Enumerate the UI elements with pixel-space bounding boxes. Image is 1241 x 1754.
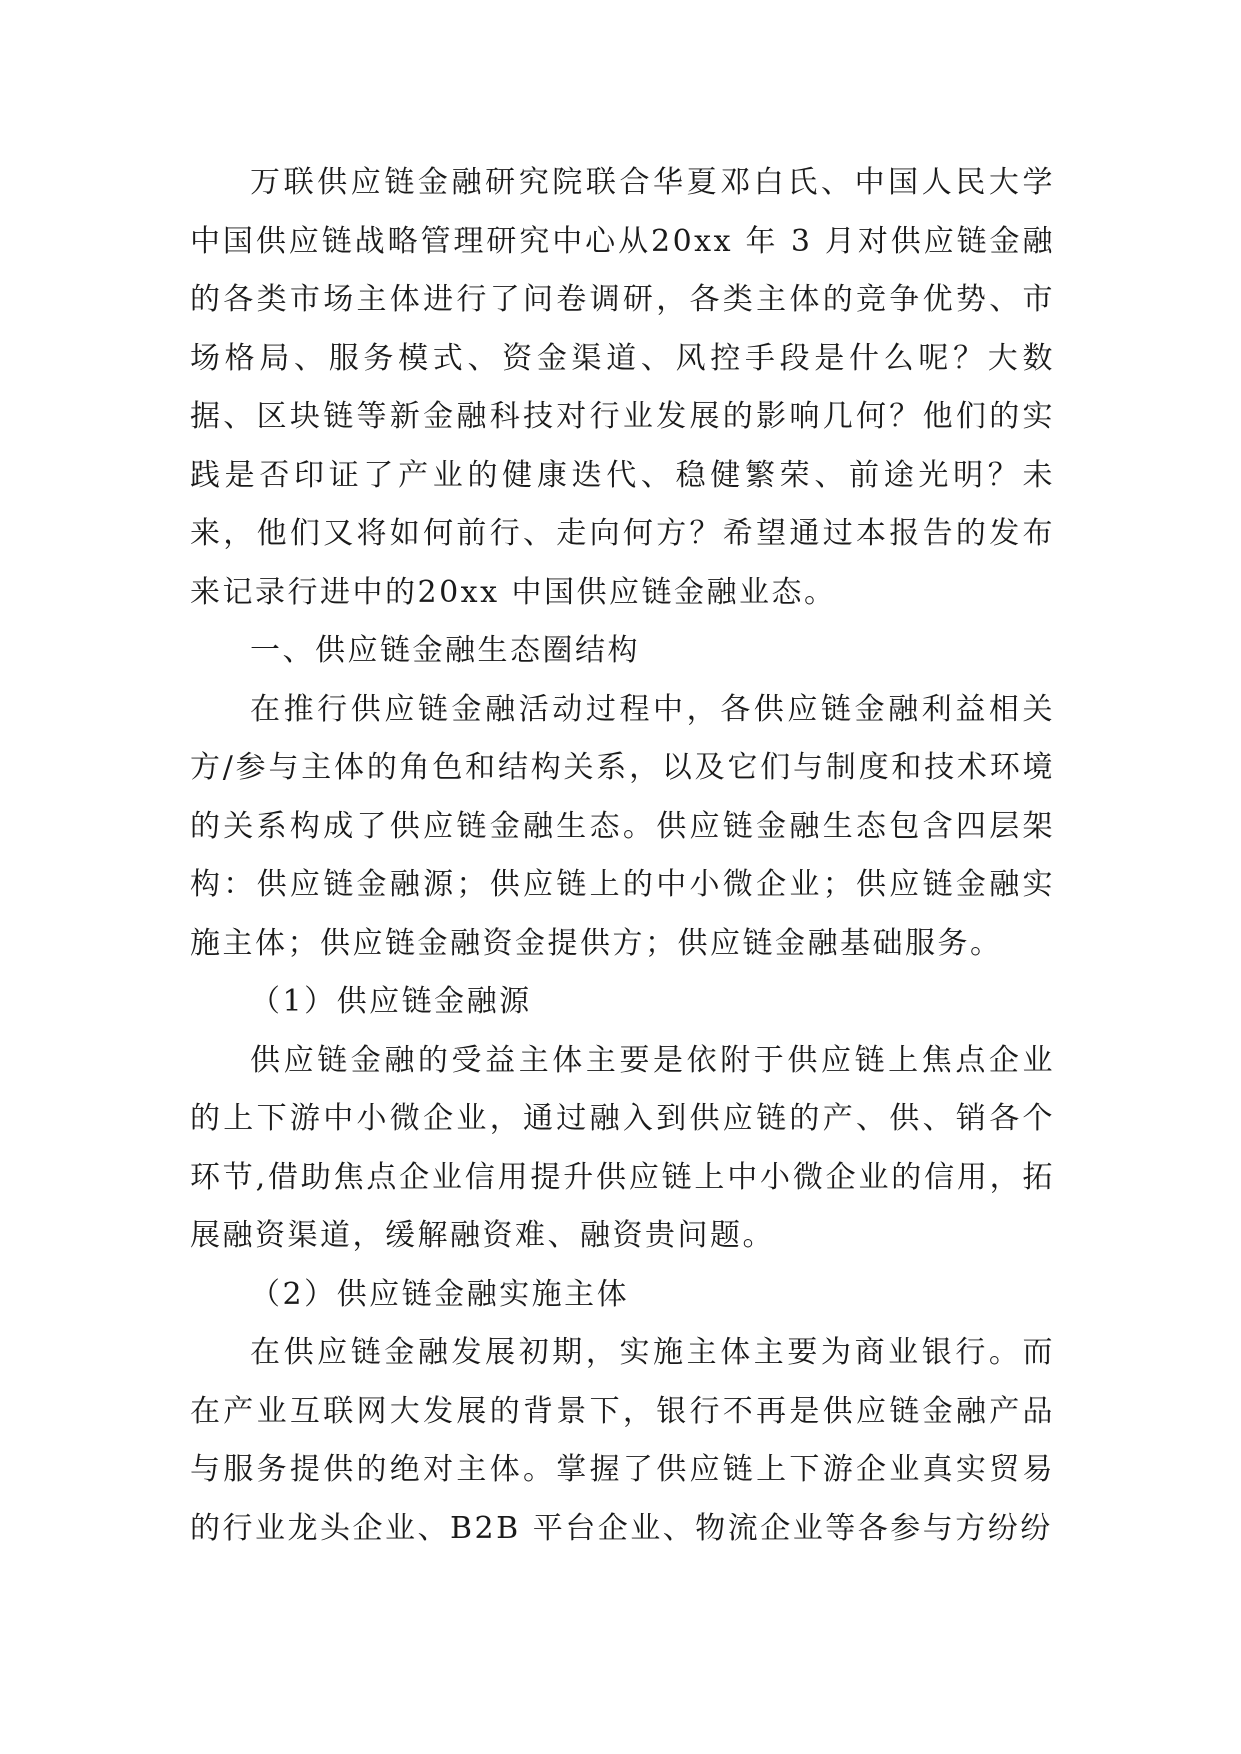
finance-source-paragraph: 供应链金融的受益主体主要是依附于供应链上焦点企业的上下游中小微企业，通过融入到供应链的产、供、销各个环节,借助焦点企业信用提升供应链上中小微企业的信用，拓展融资渠道，缓解融资难、融资贵问题。 — [190, 1042, 1055, 1253]
document-page — [190, 154, 1055, 1558]
ecosystem-paragraph: 在推行供应链金融活动过程中，各供应链金融利益相关方/参与主体的角色和结构关系，以及它们与制度和技术环境的关系构成了供应链金融生态。供应链金融生态包含四层架构：供应链金融源；供应链上的中小微企业；供应链金融实施主体；供应链金融资金提供方；供应链金融基础服务。 — [190, 691, 1055, 961]
subheading-finance-source: （1）供应链金融源 — [250, 984, 532, 1019]
implementing-entity-paragraph: 在供应链金融发展初期，实施主体主要为商业银行。而在产业互联网大发展的背景下，银行不再是供应链金融产品与服务提供的绝对主体。掌握了供应链上下游企业真实贸易的行业龙头企业、B2B 平台企业、物流企业等各参与方纷纷 — [190, 1335, 1055, 1546]
section-heading-ecosystem: 一、供应链金融生态圈结构 — [250, 633, 640, 668]
subheading-implementing-entity: （2）供应链金融实施主体 — [250, 1276, 630, 1312]
intro-paragraph: 万联供应链金融研究院联合华夏邓白氏、中国人民大学中国供应链战略管理研究中心从20xx 年 3 月对供应链金融的各类市场主体进行了问卷调研，各类主体的竞争优势、市场格局、服务模式、资金渠道、风控手段是什么呢？大数据、区块链等新金融科技对行业发展的影响几何？他们的实践是否印证了产业的健康迭代、稳健繁荣、前途光明？未来，他们又将如何前行、走向何方？希望通过本报告的发布来记录行进中的20xx 中国供应链金融业态。 — [190, 165, 1055, 610]
